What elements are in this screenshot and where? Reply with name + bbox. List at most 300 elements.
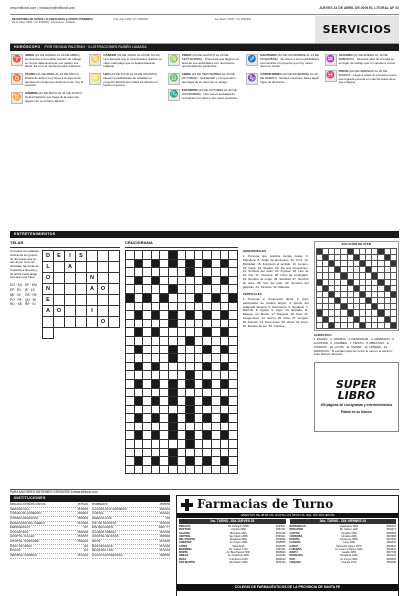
crossword-cell[interactable] bbox=[143, 423, 152, 432]
crossword-cell[interactable] bbox=[126, 354, 135, 363]
crossword-cell[interactable] bbox=[178, 260, 187, 269]
telar-cell[interactable] bbox=[87, 317, 98, 328]
pharmacy-phone[interactable]: 4598900 bbox=[386, 531, 396, 535]
crossword-cell[interactable] bbox=[126, 431, 135, 440]
telar-cell[interactable] bbox=[65, 306, 76, 317]
crossword-cell[interactable] bbox=[152, 303, 161, 312]
crossword-cell[interactable] bbox=[178, 311, 187, 320]
crossword-cell[interactable] bbox=[195, 268, 204, 277]
crossword-cell[interactable] bbox=[203, 406, 212, 415]
telar-cell[interactable]: A bbox=[43, 306, 54, 317]
telar-cell[interactable] bbox=[109, 251, 120, 262]
crossword-cell[interactable] bbox=[160, 449, 169, 458]
crossword-cell[interactable] bbox=[203, 440, 212, 449]
pharmacy-phone[interactable]: 4591122 bbox=[386, 554, 396, 558]
crossword-cell[interactable] bbox=[143, 268, 152, 277]
crossword-cell[interactable] bbox=[178, 363, 187, 372]
crossword-cell[interactable] bbox=[212, 389, 221, 398]
telar-cell[interactable] bbox=[54, 284, 65, 295]
crossword-cell[interactable] bbox=[195, 260, 204, 269]
institution-phone[interactable]: 4575200 bbox=[77, 507, 88, 511]
telar-cell[interactable]: I bbox=[87, 306, 98, 317]
pharmacy-phone[interactable]: 4551188 bbox=[386, 560, 396, 564]
crossword-cell[interactable] bbox=[178, 423, 187, 432]
crossword-cell[interactable] bbox=[221, 389, 230, 398]
crossword-cell[interactable] bbox=[126, 363, 135, 372]
crossword-cell[interactable] bbox=[178, 277, 187, 286]
crossword-cell[interactable] bbox=[195, 457, 204, 466]
telar-cell[interactable]: L bbox=[43, 262, 54, 273]
crossword-cell[interactable] bbox=[203, 294, 212, 303]
crossword-cell[interactable] bbox=[221, 320, 230, 329]
crossword-cell[interactable] bbox=[186, 466, 195, 475]
crossword-cell[interactable] bbox=[135, 440, 144, 449]
crossword-cell[interactable] bbox=[229, 285, 238, 294]
crossword-cell[interactable] bbox=[229, 268, 238, 277]
crossword-cell[interactable] bbox=[169, 337, 178, 346]
crossword-cell[interactable] bbox=[135, 303, 144, 312]
crossword-cell[interactable] bbox=[186, 320, 195, 329]
pharmacy-phone[interactable]: 4553311 bbox=[275, 547, 286, 551]
telar-cell[interactable] bbox=[54, 262, 65, 273]
crossword-cell[interactable] bbox=[152, 354, 161, 363]
crossword-cell[interactable] bbox=[143, 285, 152, 294]
pharmacy-phone[interactable]: 4550001 bbox=[386, 525, 396, 528]
crossword-cell[interactable] bbox=[169, 328, 178, 337]
crossword-cell[interactable] bbox=[229, 449, 238, 458]
crossword-cell[interactable] bbox=[186, 328, 195, 337]
crossword-cell[interactable] bbox=[126, 397, 135, 406]
telar-cell[interactable] bbox=[98, 251, 109, 262]
crossword-cell[interactable] bbox=[229, 346, 238, 355]
institution-phone[interactable]: 4505500 bbox=[159, 554, 170, 558]
crossword-cell[interactable] bbox=[203, 337, 212, 346]
crossword-cell[interactable] bbox=[195, 414, 204, 423]
telar-cell[interactable] bbox=[76, 262, 87, 273]
crossword-cell[interactable] bbox=[126, 466, 135, 475]
crossword-cell[interactable] bbox=[178, 268, 187, 277]
telar-cell[interactable] bbox=[76, 295, 87, 306]
crossword-cell[interactable] bbox=[160, 423, 169, 432]
crossword-cell[interactable] bbox=[178, 389, 187, 398]
crossword-cell[interactable] bbox=[178, 406, 187, 415]
crossword-cell[interactable] bbox=[160, 431, 169, 440]
crossword-cell[interactable] bbox=[178, 251, 187, 260]
telar-cell[interactable] bbox=[87, 251, 98, 262]
telar-cell[interactable]: O bbox=[98, 284, 109, 295]
telar-cell[interactable]: N bbox=[43, 284, 54, 295]
crossword-cell[interactable] bbox=[126, 337, 135, 346]
crossword-cell[interactable] bbox=[195, 346, 204, 355]
crossword-cell[interactable] bbox=[160, 277, 169, 286]
telar-cell[interactable] bbox=[43, 317, 54, 328]
crossword-cell[interactable] bbox=[221, 354, 230, 363]
pharmacy-phone[interactable]: 4562911 bbox=[386, 541, 396, 545]
crossword-cell[interactable] bbox=[195, 277, 204, 286]
crossword-cell[interactable] bbox=[195, 285, 204, 294]
crossword-cell[interactable] bbox=[152, 251, 161, 260]
crossword-cell[interactable] bbox=[178, 337, 187, 346]
crossword-cell[interactable] bbox=[229, 363, 238, 372]
crossword-cell[interactable] bbox=[195, 251, 204, 260]
telar-cell[interactable] bbox=[76, 306, 87, 317]
pharmacy-phone[interactable]: 4534477 bbox=[386, 528, 396, 532]
crossword-cell[interactable] bbox=[195, 337, 204, 346]
crossword-cell[interactable] bbox=[178, 457, 187, 466]
crossword-cell[interactable] bbox=[186, 277, 195, 286]
crossword-cell[interactable] bbox=[126, 268, 135, 277]
crossword-cell[interactable] bbox=[178, 466, 187, 475]
crossword-cell[interactable] bbox=[212, 260, 221, 269]
telar-cell[interactable] bbox=[98, 306, 109, 317]
crossword-cell[interactable] bbox=[160, 457, 169, 466]
telar-cell[interactable] bbox=[65, 295, 76, 306]
telar-cell[interactable]: S bbox=[76, 251, 87, 262]
telar-cell[interactable] bbox=[109, 262, 120, 273]
crossword-cell[interactable] bbox=[160, 328, 169, 337]
crossword-cell[interactable] bbox=[143, 457, 152, 466]
institution-phone[interactable]: 4571500 bbox=[159, 521, 170, 525]
crossword-cell[interactable] bbox=[195, 423, 204, 432]
crossword-cell[interactable] bbox=[186, 389, 195, 398]
more-info-line[interactable]: PARA MAYORES INFORMES DIRIGIRSE A www.ellitoral.com bbox=[10, 489, 399, 495]
crossword-cell[interactable] bbox=[229, 457, 238, 466]
crossword-cell[interactable] bbox=[152, 320, 161, 329]
crossword-cell[interactable] bbox=[160, 251, 169, 260]
crossword-cell[interactable] bbox=[126, 328, 135, 337]
crossword-cell[interactable] bbox=[203, 389, 212, 398]
crossword-cell[interactable] bbox=[212, 363, 221, 372]
crossword-cell[interactable] bbox=[212, 337, 221, 346]
crossword-cell[interactable] bbox=[160, 389, 169, 398]
crossword-cell[interactable] bbox=[221, 466, 230, 475]
crossword-cell[interactable] bbox=[195, 303, 204, 312]
crossword-cell[interactable] bbox=[229, 414, 238, 423]
crossword-cell[interactable] bbox=[212, 431, 221, 440]
crossword-cell[interactable] bbox=[152, 389, 161, 398]
crossword-cell[interactable] bbox=[169, 406, 178, 415]
crossword-cell[interactable] bbox=[126, 380, 135, 389]
crossword-cell[interactable] bbox=[186, 285, 195, 294]
crossword-cell[interactable] bbox=[152, 337, 161, 346]
crossword-cell[interactable] bbox=[143, 260, 152, 269]
telar-cell[interactable]: E bbox=[54, 251, 65, 262]
crossword-cell[interactable] bbox=[212, 466, 221, 475]
crossword-cell[interactable] bbox=[152, 449, 161, 458]
crossword-cell[interactable] bbox=[195, 449, 204, 458]
crossword-cell[interactable] bbox=[126, 423, 135, 432]
crossword-cell[interactable] bbox=[160, 380, 169, 389]
crossword-cell[interactable] bbox=[212, 320, 221, 329]
crossword-cell[interactable] bbox=[143, 466, 152, 475]
crossword-cell[interactable] bbox=[160, 363, 169, 372]
crossword-cell[interactable] bbox=[160, 320, 169, 329]
institution-phone[interactable]: 4571500 bbox=[159, 544, 170, 548]
crossword-cell[interactable] bbox=[143, 431, 152, 440]
crossword-cell[interactable] bbox=[135, 251, 144, 260]
crossword-cell[interactable] bbox=[143, 389, 152, 398]
telar-cell[interactable] bbox=[98, 273, 109, 284]
crossword-cell[interactable] bbox=[126, 389, 135, 398]
crossword-cell[interactable] bbox=[229, 431, 238, 440]
telar-cell[interactable]: I bbox=[65, 251, 76, 262]
crossword-cell[interactable] bbox=[178, 346, 187, 355]
crossword-cell[interactable] bbox=[195, 354, 204, 363]
crossword-cell[interactable] bbox=[178, 328, 187, 337]
telar-cell[interactable] bbox=[54, 273, 65, 284]
institution-phone[interactable]: 107 bbox=[83, 526, 88, 530]
crossword-cell[interactable] bbox=[126, 251, 135, 260]
crossword-cell[interactable] bbox=[195, 406, 204, 415]
crossword-cell[interactable] bbox=[135, 371, 144, 380]
pharmacy-phone[interactable]: 4898900 bbox=[275, 551, 286, 554]
crossword-cell[interactable] bbox=[186, 363, 195, 372]
crossword-cell[interactable] bbox=[126, 457, 135, 466]
crossword-cell[interactable] bbox=[203, 423, 212, 432]
pharmacy-phone[interactable]: 4529988 bbox=[386, 534, 396, 538]
telar-cell[interactable]: A bbox=[65, 262, 76, 273]
telar-cell[interactable] bbox=[87, 262, 98, 273]
crossword-cell[interactable] bbox=[152, 294, 161, 303]
telar-cell[interactable] bbox=[98, 262, 109, 273]
crossword-cell[interactable] bbox=[143, 337, 152, 346]
crossword-cell[interactable] bbox=[221, 294, 230, 303]
crossword-cell[interactable] bbox=[126, 371, 135, 380]
crossword-cell[interactable] bbox=[212, 423, 221, 432]
crossword-cell[interactable] bbox=[212, 354, 221, 363]
crossword-cell[interactable] bbox=[203, 466, 212, 475]
telar-cell[interactable]: N bbox=[87, 273, 98, 284]
crossword-cell[interactable] bbox=[195, 431, 204, 440]
crossword-cell[interactable] bbox=[229, 277, 238, 286]
pharmacy-phone[interactable]: 4522120 bbox=[275, 531, 286, 535]
institution-phone[interactable]: 102 bbox=[83, 544, 88, 548]
pharmacy-phone[interactable]: 4557311 bbox=[275, 528, 286, 532]
pharmacy-phone[interactable]: 4564011 bbox=[275, 525, 286, 528]
telar-cell[interactable] bbox=[87, 295, 98, 306]
pharmacy-phone[interactable]: 4531234 bbox=[275, 560, 286, 564]
pharmacy-phone[interactable]: 4554520 bbox=[386, 544, 396, 548]
crossword-cell[interactable] bbox=[143, 303, 152, 312]
institution-phone[interactable]: 4574124 bbox=[77, 554, 88, 558]
crossword-cell[interactable] bbox=[143, 414, 152, 423]
crossword-cell[interactable] bbox=[143, 251, 152, 260]
crossword-cell[interactable] bbox=[135, 268, 144, 277]
crossword-cell[interactable] bbox=[169, 294, 178, 303]
crossword-cell[interactable] bbox=[135, 449, 144, 458]
crossword-cell[interactable] bbox=[203, 285, 212, 294]
crossword-cell[interactable] bbox=[212, 285, 221, 294]
crossword-cell[interactable] bbox=[169, 303, 178, 312]
crossword-cell[interactable] bbox=[212, 397, 221, 406]
institution-phone[interactable]: 4505900 bbox=[159, 535, 170, 539]
institution-phone[interactable]: 4571900 bbox=[159, 530, 170, 534]
telar-cell[interactable]: O bbox=[43, 273, 54, 284]
pharmacy-phone[interactable]: 4555555 bbox=[275, 541, 286, 545]
site-info[interactable]: www.ellitoral.com | redaccion@ellitoral.com bbox=[10, 6, 76, 10]
crossword-cell[interactable] bbox=[152, 285, 161, 294]
crossword-cell[interactable] bbox=[178, 354, 187, 363]
crossword-cell[interactable] bbox=[135, 294, 144, 303]
crossword-cell[interactable] bbox=[221, 371, 230, 380]
crossword-cell[interactable] bbox=[169, 466, 178, 475]
institution-phone[interactable]: 0800 777 bbox=[158, 526, 170, 530]
institution-phone[interactable]: 911 bbox=[83, 549, 88, 553]
telar-cell[interactable]: O bbox=[98, 317, 109, 328]
pharmacy-phone[interactable]: 4559008 bbox=[275, 538, 286, 541]
crossword-cell[interactable] bbox=[178, 294, 187, 303]
crossword-grid[interactable] bbox=[125, 250, 238, 474]
crossword-cell[interactable] bbox=[160, 466, 169, 475]
crossword-cell[interactable] bbox=[221, 251, 230, 260]
crossword-cell[interactable] bbox=[178, 431, 187, 440]
crossword-cell[interactable] bbox=[152, 406, 161, 415]
crossword-cell[interactable] bbox=[229, 371, 238, 380]
crossword-cell[interactable] bbox=[152, 371, 161, 380]
crossword-cell[interactable] bbox=[178, 449, 187, 458]
crossword-cell[interactable] bbox=[143, 328, 152, 337]
crossword-cell[interactable] bbox=[143, 449, 152, 458]
crossword-cell[interactable] bbox=[203, 320, 212, 329]
crossword-cell[interactable] bbox=[229, 423, 238, 432]
crossword-cell[interactable] bbox=[126, 406, 135, 415]
crossword-cell[interactable] bbox=[143, 311, 152, 320]
telar-cell[interactable] bbox=[76, 284, 87, 295]
institution-phone[interactable]: 4595555 bbox=[159, 503, 170, 506]
telar-cell[interactable] bbox=[98, 295, 109, 306]
crossword-cell[interactable] bbox=[135, 285, 144, 294]
crossword-cell[interactable] bbox=[143, 346, 152, 355]
crossword-cell[interactable] bbox=[135, 337, 144, 346]
super-libro-ad[interactable] bbox=[314, 362, 399, 432]
crossword-cell[interactable] bbox=[160, 397, 169, 406]
crossword-cell[interactable] bbox=[203, 354, 212, 363]
crossword-cell[interactable] bbox=[143, 320, 152, 329]
crossword-cell[interactable] bbox=[152, 466, 161, 475]
institution-phone[interactable]: 4575132 bbox=[77, 503, 88, 506]
crossword-cell[interactable] bbox=[169, 268, 178, 277]
crossword-cell[interactable] bbox=[212, 380, 221, 389]
pharmacy-phone[interactable]: 4590910 bbox=[275, 557, 286, 561]
crossword-cell[interactable] bbox=[126, 346, 135, 355]
crossword-cell[interactable] bbox=[135, 389, 144, 398]
crossword-cell[interactable] bbox=[212, 449, 221, 458]
crossword-cell[interactable] bbox=[221, 440, 230, 449]
crossword-cell[interactable] bbox=[178, 320, 187, 329]
telar-cell[interactable] bbox=[109, 295, 120, 306]
crossword-cell[interactable] bbox=[186, 354, 195, 363]
crossword-cell[interactable] bbox=[143, 277, 152, 286]
institution-phone[interactable]: 4553434 bbox=[77, 540, 88, 544]
crossword-cell[interactable] bbox=[152, 346, 161, 355]
crossword-cell[interactable] bbox=[195, 320, 204, 329]
crossword-cell[interactable] bbox=[143, 440, 152, 449]
crossword-cell[interactable] bbox=[160, 406, 169, 415]
crossword-cell[interactable] bbox=[186, 449, 195, 458]
crossword-cell[interactable] bbox=[143, 406, 152, 415]
institution-phone[interactable]: 4572444 bbox=[159, 549, 170, 553]
crossword-cell[interactable] bbox=[221, 285, 230, 294]
crossword-cell[interactable] bbox=[160, 285, 169, 294]
crossword-cell[interactable] bbox=[126, 277, 135, 286]
telar-cell[interactable] bbox=[54, 295, 65, 306]
pharmacy-phone[interactable]: 4567788 bbox=[386, 551, 396, 554]
crossword-cell[interactable] bbox=[212, 311, 221, 320]
crossword-cell[interactable] bbox=[160, 303, 169, 312]
crossword-cell[interactable] bbox=[221, 406, 230, 415]
crossword-cell[interactable] bbox=[229, 440, 238, 449]
crossword-cell[interactable] bbox=[135, 320, 144, 329]
crossword-cell[interactable] bbox=[195, 363, 204, 372]
telar-cell[interactable] bbox=[76, 317, 87, 328]
crossword-cell[interactable] bbox=[221, 268, 230, 277]
crossword-cell[interactable] bbox=[143, 354, 152, 363]
crossword-cell[interactable] bbox=[169, 371, 178, 380]
crossword-cell[interactable] bbox=[229, 260, 238, 269]
institution-phone[interactable]: 4512222 bbox=[159, 512, 170, 516]
crossword-cell[interactable] bbox=[186, 251, 195, 260]
crossword-cell[interactable] bbox=[229, 466, 238, 475]
crossword-cell[interactable] bbox=[195, 328, 204, 337]
crossword-cell[interactable] bbox=[143, 380, 152, 389]
crossword-cell[interactable] bbox=[229, 251, 238, 260]
crossword-cell[interactable] bbox=[212, 457, 221, 466]
crossword-cell[interactable] bbox=[229, 389, 238, 398]
crossword-cell[interactable] bbox=[178, 380, 187, 389]
crossword-cell[interactable] bbox=[143, 371, 152, 380]
crossword-cell[interactable] bbox=[229, 354, 238, 363]
crossword-cell[interactable] bbox=[229, 337, 238, 346]
crossword-cell[interactable] bbox=[229, 320, 238, 329]
crossword-cell[interactable] bbox=[178, 303, 187, 312]
crossword-cell[interactable] bbox=[195, 466, 204, 475]
crossword-cell[interactable] bbox=[135, 354, 144, 363]
crossword-cell[interactable] bbox=[229, 397, 238, 406]
crossword-cell[interactable] bbox=[212, 440, 221, 449]
crossword-cell[interactable] bbox=[160, 371, 169, 380]
pharmacy-phone[interactable]: 4534322 bbox=[386, 547, 396, 551]
crossword-cell[interactable] bbox=[212, 371, 221, 380]
crossword-cell[interactable] bbox=[160, 268, 169, 277]
crossword-cell[interactable] bbox=[126, 311, 135, 320]
telar-cell[interactable]: A bbox=[87, 284, 98, 295]
institution-phone[interactable]: 4573000 bbox=[159, 540, 170, 544]
crossword-cell[interactable] bbox=[221, 337, 230, 346]
crossword-cell[interactable] bbox=[160, 346, 169, 355]
crossword-cell[interactable] bbox=[160, 354, 169, 363]
crossword-cell[interactable] bbox=[160, 414, 169, 423]
crossword-cell[interactable] bbox=[126, 260, 135, 269]
telar-cell[interactable]: D bbox=[43, 251, 54, 262]
crossword-cell[interactable] bbox=[195, 440, 204, 449]
crossword-cell[interactable] bbox=[178, 285, 187, 294]
crossword-cell[interactable] bbox=[126, 285, 135, 294]
crossword-cell[interactable] bbox=[195, 389, 204, 398]
crossword-cell[interactable] bbox=[203, 449, 212, 458]
institution-phone[interactable]: 4563344 bbox=[159, 507, 170, 511]
crossword-cell[interactable] bbox=[169, 440, 178, 449]
crossword-cell[interactable] bbox=[229, 328, 238, 337]
crossword-cell[interactable] bbox=[212, 277, 221, 286]
telar-cell[interactable] bbox=[109, 317, 120, 328]
crossword-cell[interactable] bbox=[160, 311, 169, 320]
crossword-cell[interactable] bbox=[178, 440, 187, 449]
crossword-cell[interactable] bbox=[229, 406, 238, 415]
institution-phone[interactable]: 4573357 bbox=[77, 535, 88, 539]
telar-letter-grid[interactable] bbox=[42, 250, 120, 339]
crossword-cell[interactable] bbox=[221, 303, 230, 312]
crossword-cell[interactable] bbox=[229, 311, 238, 320]
